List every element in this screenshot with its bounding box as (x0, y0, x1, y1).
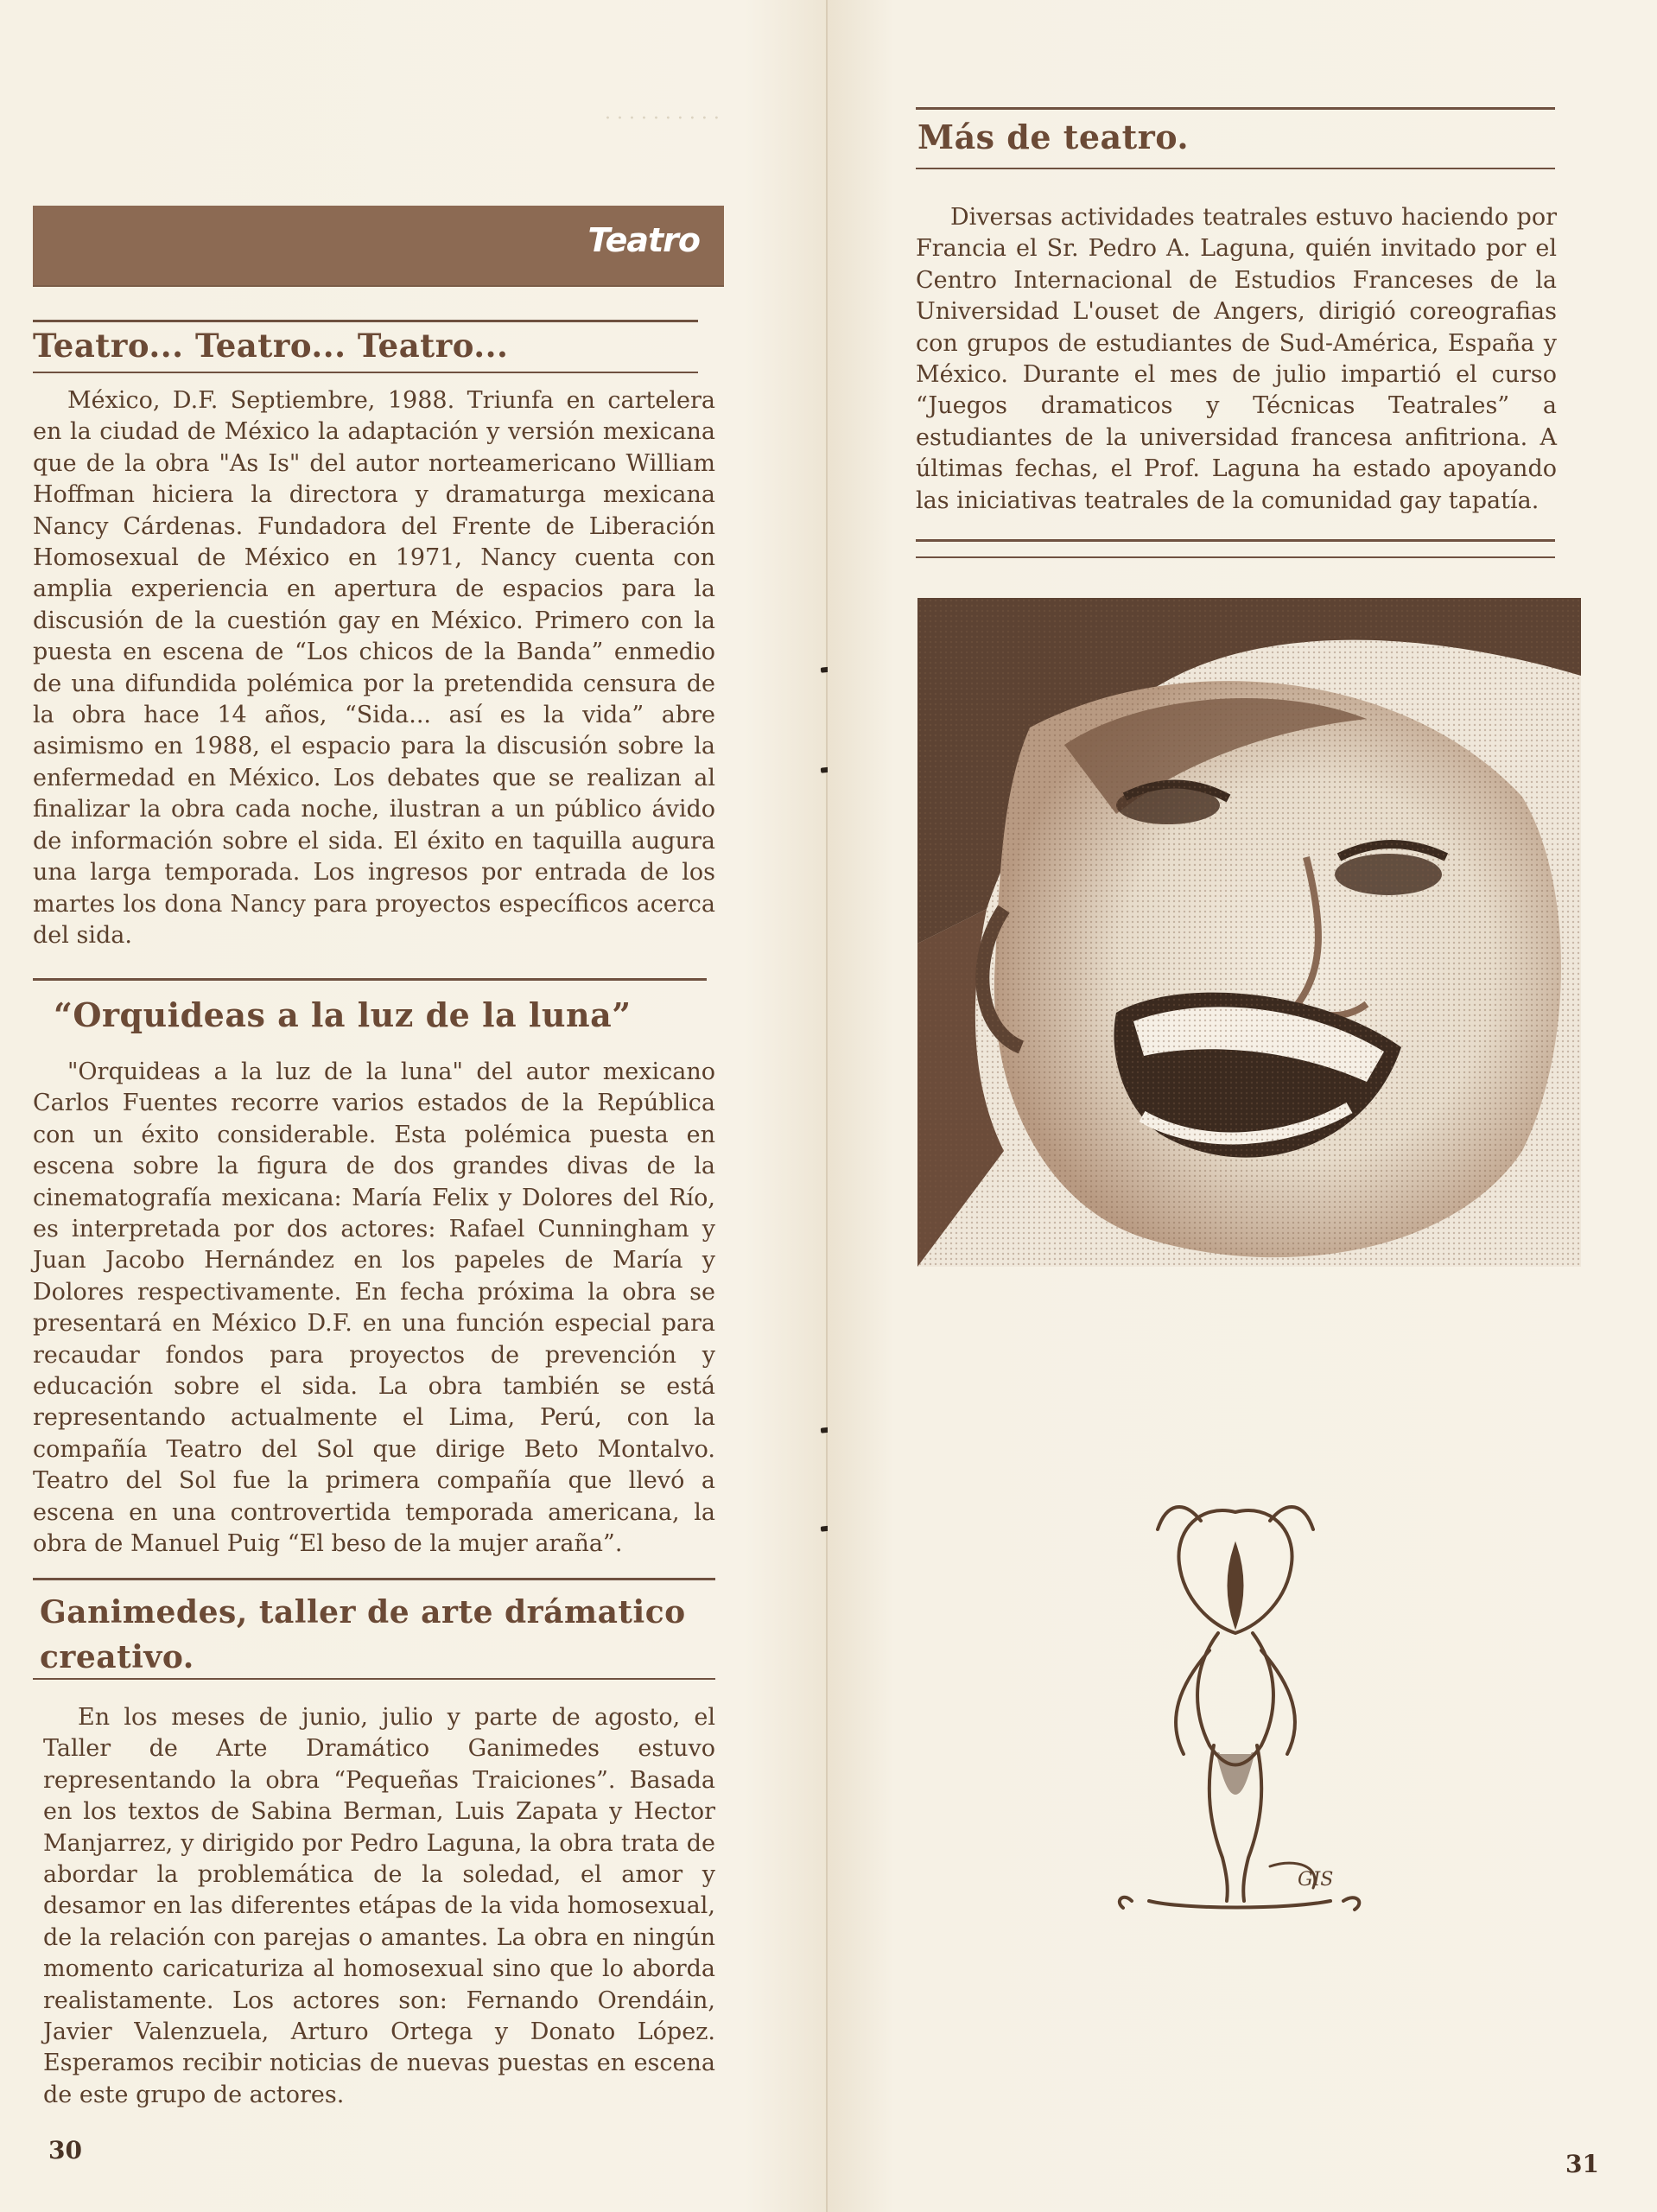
rule (916, 556, 1555, 558)
article-body (33, 385, 715, 951)
paragraph: México, D.F. Septiembre, 1988. Triunfa en cartelera en la ciudad de México la adaptación y versión mexicana que de la obra "As Is" del autor norteamericano William Hoffman hiciera la directora y dramaturga mexicana Nancy Cárdenas. Fundadora del Frente de Liberación Homosexual de México en 1971, Nancy cuenta con amplia experiencia en apertura de espacios para la discusión de la cuestión gay en México. Primero con la puesta en escena de “Los chicos de la Banda” enmedio de una difundida polémica por la pretendida censura de la obra hace 14 años, “Sida... así es la vida” abre asimismo en 1988, el espacio para la discusión sobre la enfermedad en México. Los debates que se realizan al finalizar la obra cada noche, ilustran a un público ávido de información sobre el sida. El éxito en taquilla augura una larga temporada. Los ingresos por entrada de los martes los dona Nancy para proyectos específicos acerca del sida. (33, 387, 715, 949)
bleed-through-text: · · · · · · · · · · (605, 108, 720, 130)
figure-drawing (1097, 1495, 1374, 1944)
illustration-signature: GIS (1298, 1869, 1334, 1891)
ink-illustration (1097, 1495, 1374, 1944)
paragraph: En los meses de junio, julio y parte de agosto, el Taller de Arte Dramático Ganimedes estuvo representando la obra “Pequeñas Traiciones”. Basada en los textos de Sabina Berman, Luis Zapata y Hector Manjarrez, y dirigido por Pedro Laguna, la obra trata de abordar la problemática de la soledad, el amor y desamor en las diferentes etápas de la vida homosexual, de la relación con parejas o amantes. La obra en ningún momento caricaturiza al homosexual sino que lo aborda realistamente. Los actores son: Fernando Orendáin, Javier Valenzuela, Arturo Ortega y Donato López. Esperamos recibir noticias de nuevas puestas en escena de este grupo de actores. (43, 1704, 715, 2108)
page-number: 30 (48, 2136, 82, 2164)
left-page (0, 0, 828, 2212)
article-body (916, 202, 1557, 517)
article-title: Teatro... Teatro... Teatro... (33, 327, 509, 365)
page-number: 31 (1565, 2150, 1599, 2178)
rule (916, 107, 1555, 110)
paragraph: "Orquideas a la luz de la luna" del autor mexicano Carlos Fuentes recorre varios estados de la República con un éxito considerable. Esta polémica puesta en escena sobre la figura de dos grandes divas de la cinematografía mexicana: María Felix y Dolores del Río, es interpretada por dos actores: Rafael Cunningham y Juan Jacobo Hernández en los papeles de María y Dolores respectivamente. En fecha próxima la obra se presentará en México D.F. en una función especial para recaudar fondos para proyectos de prevención y educación sobre el sida. La obra también se está representando actualmente el Lima, Perú, con la compañía Teatro del Sol que dirige Beto Montalvo. Teatro del Sol fue la primera compañía que llevó a escena en una controvertida temporada americana, la obra de Manuel Puig “El beso de la mujer araña”. (33, 1058, 715, 1558)
rule (916, 539, 1555, 542)
article-title: “Orquideas a la luz de la luna” (54, 995, 632, 1034)
rule (33, 978, 707, 981)
rule (33, 372, 698, 373)
rule (916, 168, 1555, 169)
paragraph: Diversas actividades teatrales estuvo haciendo por Francia el Sr. Pedro A. Laguna, quién invitado por el Centro Internacional de Estudios Franceses de la Universidad L'ouset de Angers, dirigió coreografias con grupos de estudiantes de Sud-América, España y México. Durante el mes de julio impartió el curso “Juegos dramaticos y Técnicas Teatrales” a estudiantes de la universidad francesa anfitriona. A últimas fechas, el Prof. Laguna ha estado apoyando las iniciativas teatrales de la comunidad gay tapatía. (916, 204, 1557, 514)
article-body (33, 1057, 715, 1560)
article-body (43, 1702, 715, 2111)
portrait-photo (917, 598, 1581, 1267)
article-title: Más de teatro. (917, 118, 1190, 156)
section-band (33, 206, 724, 285)
rule (33, 1578, 715, 1580)
section-tab-label: Teatro (587, 221, 700, 259)
rule (33, 320, 698, 322)
portrait-image (917, 598, 1581, 1267)
article-title: Ganimedes, taller de arte drámatico creativo. (40, 1594, 686, 1675)
rule (33, 1678, 715, 1680)
